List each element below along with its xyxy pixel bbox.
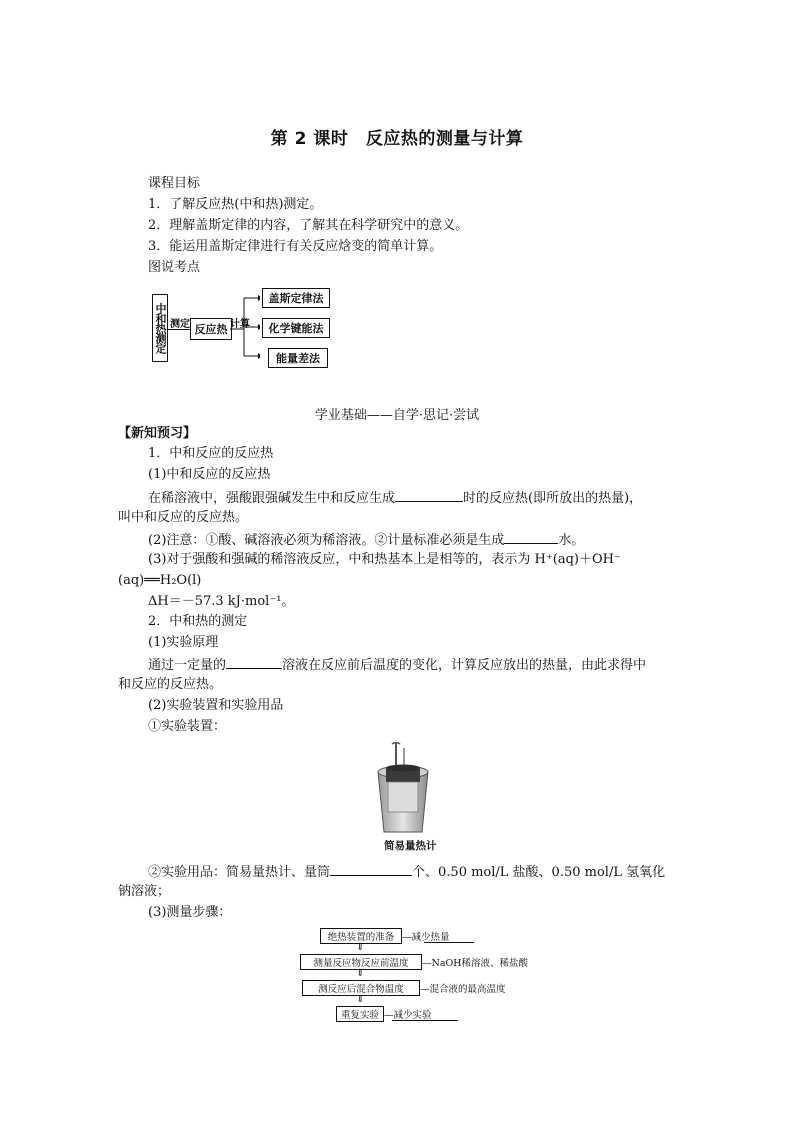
flow-step-4: 重复实验 [336, 1006, 384, 1022]
paragraph-delta-h: ΔH＝－57.3 kJ·mol⁻¹。 [148, 594, 295, 609]
principle-text-b: 溶液在反应前后温度的变化，计算反应放出的热量，由此求得中 [282, 658, 647, 673]
paragraph-materials-line1 [148, 861, 665, 883]
arrow-down-icon: ⇓ [356, 942, 365, 953]
concept-edge-calc: 计算 [230, 319, 250, 330]
paragraph-principle-line1 [148, 654, 646, 676]
branch-arrows [230, 288, 260, 368]
goal-item-1: 1．了解反应热(中和热)测定。 [148, 197, 323, 212]
goals-heading: 课程目标 [148, 176, 201, 191]
subheading-apparatus-setup: ①实验装置： [148, 719, 227, 734]
preview-tag: 【新知预习】 [118, 426, 197, 441]
section-title: 学业基础——自学·思记·尝试 [314, 408, 480, 423]
materials-text-a: ②实验用品：简易量热计、量筒 [148, 865, 331, 880]
materials-text-b: 个、0.50 mol/L 盐酸、0.50 mol/L 氢氧化 [412, 865, 666, 880]
connector-line [168, 329, 190, 330]
flow-note-4-underline [392, 1020, 458, 1021]
arrow-down-icon: ⇓ [356, 994, 365, 1005]
paragraph-definition-line1 [148, 487, 642, 509]
definition-text-b: 时的反应热(即所放出的热量)， [463, 491, 643, 506]
paragraph-definition-line2: 叫中和反应的反应热。 [118, 510, 249, 525]
paragraph-principle-line2: 和反应的反应热。 [118, 677, 223, 692]
paragraph-materials-line2: 钠溶液； [118, 884, 171, 899]
blank-1 [395, 487, 463, 502]
flow-note-1-underline [424, 942, 474, 943]
heading-measurement: 2．中和热的测定 [148, 614, 248, 629]
arrow-down-icon: ⇓ [356, 968, 365, 979]
flow-step-2: 测量反应物反应前温度 [300, 954, 422, 970]
principle-text-a: 通过一定量的 [148, 658, 227, 673]
concept-target-hess: 盖斯定律法 [262, 288, 330, 308]
flow-note-3: —混合液的最高温度 [420, 984, 506, 995]
figure-caption: 简易量热计 [384, 840, 437, 852]
heading-neutralization: 1．中和反应的反应热 [148, 446, 274, 461]
concept-center-box: 反应热 [190, 318, 232, 340]
subheading-principle: (1)实验原理 [148, 635, 219, 650]
paragraph-equation: (aq)══H₂O(l) [118, 573, 202, 588]
notes-text-b: 水。 [558, 533, 585, 548]
concept-target-bond-energy: 化学键能法 [262, 318, 330, 338]
diagram-heading: 图说考点 [148, 260, 201, 275]
concept-map [150, 288, 340, 368]
goal-item-2: 2．理解盖斯定律的内容，了解其在科学研究中的意义。 [148, 218, 469, 233]
notes-text-a: (2)注意：①酸、碱溶液必须为稀溶液。②计量标准必须是生成 [148, 533, 505, 548]
concept-left-box: 中和热测定 [152, 294, 168, 362]
blank-3 [226, 654, 282, 669]
flow-step-1: 绝热装置的准备 [320, 928, 402, 944]
subheading-neutralization-heat: (1)中和反应的反应热 [148, 467, 271, 482]
procedure-flowchart [296, 928, 536, 1022]
paragraph-strong-acid-base: (3)对于强酸和强碱的稀溶液反应，中和热基本上是相等的，表示为 H⁺(aq)＋OH⁻ [148, 552, 621, 567]
concept-edge-measure: 测定 [170, 319, 190, 330]
flow-note-1: —减少热量 [402, 932, 450, 943]
flow-step-3: 测反应后混合物温度 [302, 980, 420, 996]
flow-note-4: —减少实验 [384, 1010, 432, 1021]
page-title: 第 2 课时 反应热的测量与计算 [270, 129, 524, 149]
subheading-apparatus: (2)实验装置和实验用品 [148, 698, 284, 713]
blank-2 [504, 529, 558, 544]
paragraph-notes [148, 529, 584, 551]
blank-4 [330, 861, 412, 876]
calorimeter-illustration [372, 740, 434, 836]
subheading-steps: (3)测量步骤： [148, 905, 232, 920]
goal-item-3: 3．能运用盖斯定律进行有关反应焓变的简单计算。 [148, 239, 443, 254]
flow-note-2: —NaOH稀溶液、稀盐酸 [422, 958, 529, 969]
concept-target-energy-difference: 能量差法 [268, 348, 328, 368]
definition-text-a: 在稀溶液中，强酸跟强碱发生中和反应生成 [148, 491, 396, 506]
